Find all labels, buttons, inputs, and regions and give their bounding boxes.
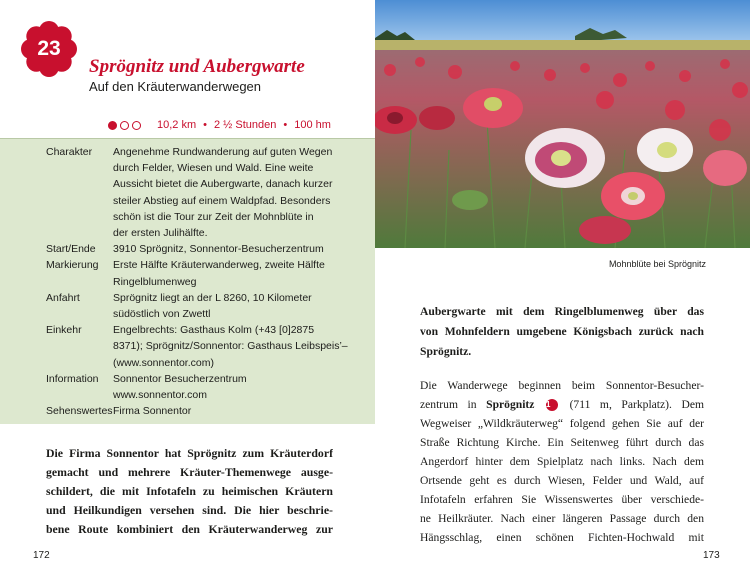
intro-paragraph [46, 444, 333, 539]
info-value-line: steiler Abstieg auf einem Waldpfad. Besonders [113, 194, 331, 207]
info-value-line: Sonnentor Besucherzentrum [113, 372, 247, 385]
difficulty-dot-filled [108, 121, 117, 130]
poppy-field-image [375, 0, 750, 248]
distance: 10,2 km [157, 119, 197, 131]
difficulty-dot-empty [132, 121, 141, 130]
info-label: Start/Ende [46, 243, 96, 256]
info-value-line: schön ist die Tour zur Zeit der Mohnblüte in [113, 210, 314, 223]
route-number-badge [21, 21, 77, 77]
text-line: Ortsende geht es durch Wiesen, Felder und Wald, auf [420, 474, 704, 487]
info-label: Charakter [46, 146, 93, 158]
text-line: und Heilkundigen versehen sind. Die hier beschrie- [46, 503, 333, 517]
info-label: Einkehr [46, 324, 82, 337]
info-label: Sehenswertes [46, 405, 113, 418]
route-description-rest [420, 414, 704, 547]
text-line: ne Heilkräuter. Nach einer längeren Passage durch den [420, 512, 704, 525]
route-title: Sprögnitz und Aubergwarte [89, 56, 305, 77]
info-value-line: Aussicht bietet die Aubergwarte, danach kurzer [113, 178, 333, 191]
text-line: Infotafeln erfahren Sie Wissenswertes über verschiede- [420, 493, 704, 506]
text-line: Die Firma Sonnentor hat Sprögnitz zum Kräuterdorf [46, 446, 333, 460]
difficulty-dot-empty [120, 121, 129, 130]
info-label: Markierung [46, 259, 99, 272]
elevation-gain: 100 hm [294, 119, 331, 131]
info-value-line: Firma Sonnentor [113, 405, 192, 418]
info-value-line: 3910 Sprögnitz, Sonnentor-Besucherzentrum [113, 243, 324, 256]
info-value [113, 403, 353, 419]
text-line [420, 395, 704, 414]
info-value-line: durch Felder, Wiesen und Wald. Eine weite [113, 162, 314, 175]
stats-separator: • [283, 119, 288, 131]
poppy-field-photo [375, 0, 750, 248]
route-number: 23 [37, 37, 61, 60]
info-value-line: der ersten Julihälfte. [113, 227, 208, 240]
route-info-box [0, 138, 375, 424]
info-value [113, 371, 353, 403]
route-description [420, 376, 704, 547]
text-line: Sprögnitz. [420, 345, 472, 358]
info-value-line: Ringelblumenweg [113, 275, 197, 288]
text-line: Wegweiser „Wildkräuterweg“ folgend gehen Sie auf der [420, 417, 704, 430]
text-line: schildert, die mit Infotafeln zu heimischen Kräutern [46, 484, 333, 498]
info-value-line: Angenehme Rundwanderung auf guten Wegen [113, 146, 333, 158]
page-number-right: 173 [703, 550, 720, 561]
route-subtitle: Auf den Kräuterwanderwegen [89, 79, 262, 94]
text-line: Straße Richtung Kirche. Ein Seitenweg führt durch das [420, 436, 704, 449]
info-label: Information [46, 372, 99, 385]
stats-separator: • [203, 119, 207, 131]
info-value-line: Erste Hälfte Kräuterwanderweg, zweite Hälfte [113, 259, 325, 272]
info-value-line: (www.sonnentor.com) [113, 356, 214, 369]
info-value-line: südöstlich von Zwettl [113, 308, 211, 320]
info-value [113, 144, 353, 241]
route-stats [108, 117, 331, 133]
info-value [113, 257, 353, 289]
text-line: Angerdorf hinter dem Spielplatz nach links. Nach dem [420, 455, 704, 468]
place-name: Sprögnitz [486, 398, 535, 411]
intro-continuation [420, 302, 704, 362]
difficulty-rating [108, 121, 144, 130]
info-value-line: Sprögnitz liegt an der L 8260, 10 Kilometer [113, 291, 312, 304]
duration: 2 ½ Stunden [214, 119, 277, 131]
info-value-line: Engelbrechts: Gasthaus Kolm (+43 [0]2875 [113, 324, 315, 337]
info-value-line: 8371); Sprögnitz/Sonnentor: Gasthaus Leibspeis’– [113, 340, 348, 353]
text-line: von Mohnfeldern umgebene Königsbach zurück nach [420, 325, 704, 338]
text-line: gemacht und mehrere Kräuter-Themenwege ausge- [46, 465, 333, 479]
text-line: bene Route kombiniert den Kräuterwanderweg zur [46, 522, 333, 536]
text-line: Hängsschlag, einen schönen Fichten-Hochwald mit [420, 531, 704, 544]
info-value [113, 322, 353, 371]
text-line: Aubergwarte mit dem Ringelblumenweg über das [420, 305, 704, 318]
info-value [113, 241, 353, 257]
text-fragment: zentrum in [420, 398, 477, 411]
page-number-left: 172 [33, 550, 50, 561]
waypoint-marker-icon: 1 [546, 399, 558, 411]
info-label: Anfahrt [46, 291, 80, 304]
info-value-line: www.sonnentor.com [113, 389, 207, 401]
text-line: Die Wanderwege beginnen beim Sonnentor-Besucher- [420, 379, 704, 392]
text-fragment: (711 m, Parkplatz). Dem [569, 398, 704, 411]
photo-caption: Mohnblüte bei Sprögnitz [608, 259, 706, 269]
info-value [113, 290, 353, 322]
